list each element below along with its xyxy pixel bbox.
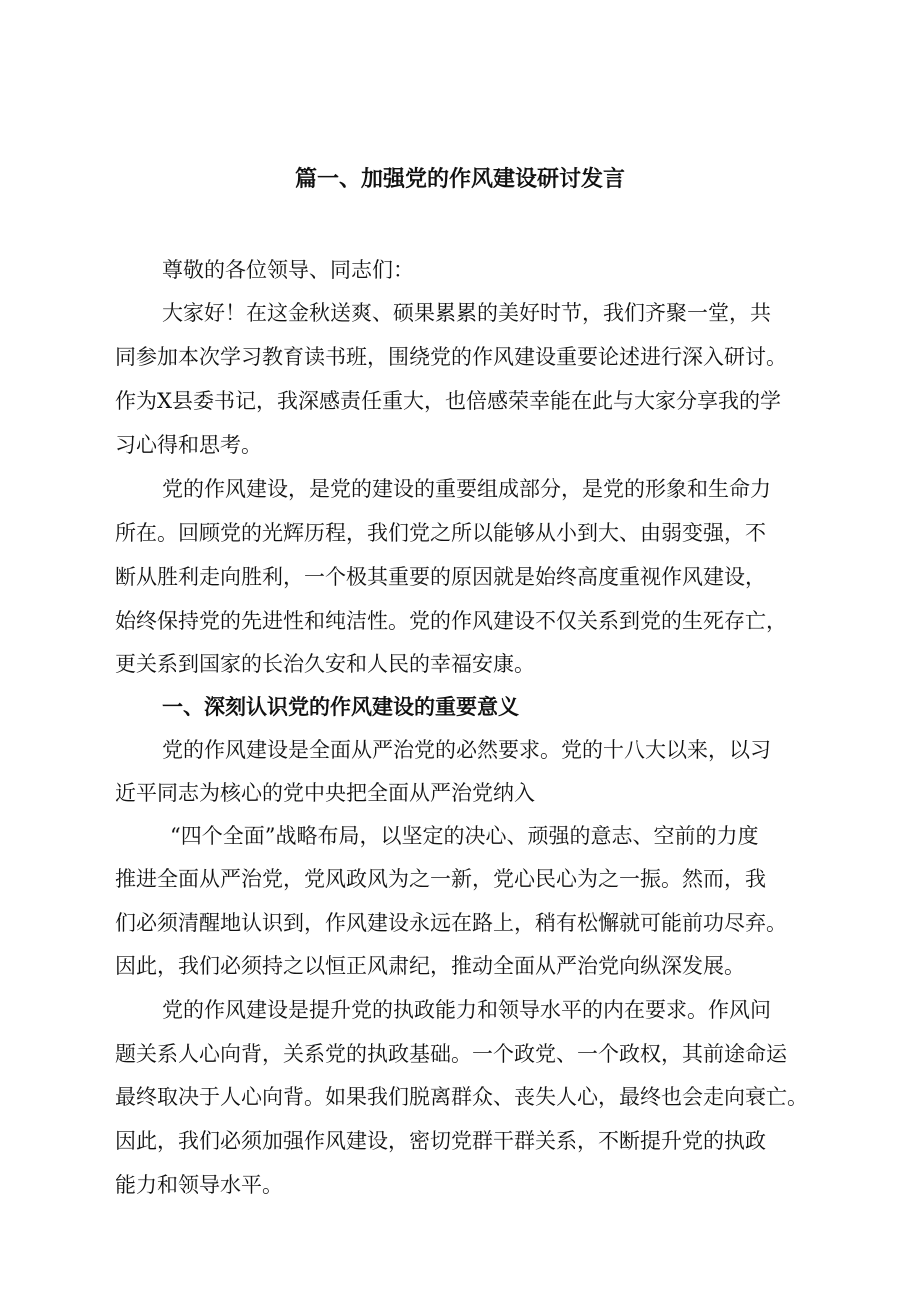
section-heading: 一、深刻认识党的作风建设的重要意义 xyxy=(162,695,519,719)
paragraph-line: 所在。回顾党的光辉历程，我们党之所以能够从小到大、由弱变强，不 xyxy=(115,521,766,545)
paragraph-line: 党的作风建设，是党的建设的重要组成部分，是党的形象和生命力 xyxy=(162,477,771,501)
paragraph-line: 作为X县委书记，我深感责任重大，也倍感荣幸能在此与大家分享我的学 xyxy=(115,389,781,413)
document-title: 篇一、加强党的作风建设研讨发言 xyxy=(294,167,625,192)
paragraph-line: 题关系人心向背，关系党的执政基础。一个政党、一个政权，其前途命运 xyxy=(115,1042,787,1066)
paragraph-line: 更关系到国家的长治久安和人民的幸福安康。 xyxy=(115,652,535,676)
paragraph-line: 近平同志为核心的党中央把全面从严治党纳入 xyxy=(115,781,535,805)
paragraph-line: 党的作风建设是提升党的执政能力和领导水平的内在要求。作风问 xyxy=(162,998,771,1022)
paragraph-line: 因此，我们必须持之以恒正风肃纪，推动全面从严治党向纵深发展。 xyxy=(115,954,745,978)
paragraph-line: 大家好！在这金秋送爽、硕果累累的美好时节，我们齐聚一堂，共 xyxy=(162,301,771,325)
paragraph-line: 断从胜利走向胜利，一个极其重要的原因就是始终高度重视作风建设， xyxy=(115,565,766,589)
paragraph-line: 因此，我们必须加强作风建设，密切党群干群关系，不断提升党的执政 xyxy=(115,1129,766,1153)
paragraph-line: 同参加本次学习教育读书班，围绕党的作风建设重要论述进行深入研讨。 xyxy=(115,345,787,369)
paragraph-line: 最终取决于人心向背。如果我们脱离群众、丧失人心，最终也会走向衰亡。 xyxy=(115,1085,808,1109)
salutation: 尊敬的各位领导、同志们： xyxy=(162,258,414,282)
paragraph-line: 习心得和思考。 xyxy=(115,433,262,457)
paragraph-line: 始终保持党的先进性和纯洁性。党的作风建设不仅关系到党的生死存亡， xyxy=(115,609,787,633)
paragraph-line: 能力和领导水平。 xyxy=(115,1173,283,1197)
paragraph-line: 党的作风建设是全面从严治党的必然要求。党的十八大以来，以习 xyxy=(162,738,771,762)
paragraph-line: 推进全面从严治党，党风政风为之一新，党心民心为之一振。然而，我 xyxy=(115,867,766,891)
paragraph-line: 们必须清醒地认识到，作风建设永远在路上，稍有松懈就可能前功尽弃。 xyxy=(115,911,787,935)
paragraph-line: “四个全面”战略布局，以坚定的决心、顽强的意志、空前的力度 xyxy=(170,824,759,848)
